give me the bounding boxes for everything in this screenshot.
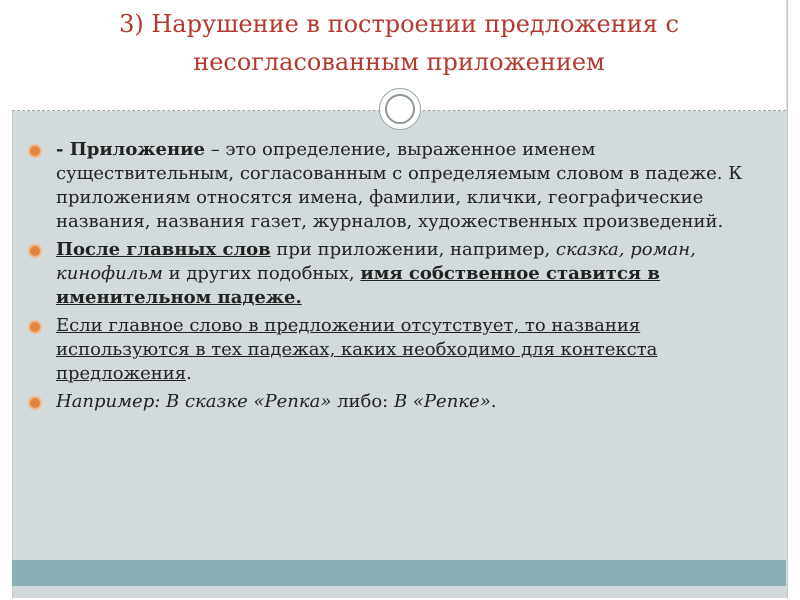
bullet-item-example [30,390,770,414]
slide-title [12,5,786,81]
rule-text-b: и других подобных, [162,263,361,284]
bullet-dot-icon [30,322,40,332]
no-main-word-text: Если главное слово в предложении отсутствует, то названия используются в тех падежах, каких необходимо для контекста предложения [56,315,658,384]
definition-term: - Приложение [56,139,205,160]
rule-text-a: при приложении, например, [270,239,556,260]
no-main-word-end: . [186,363,192,384]
example-italic-a: Например: В сказке «Репка» [56,391,332,412]
slide-title-line-1: 3) Нарушение в построении предложения с [119,10,679,38]
bullet-dot-icon [30,398,40,408]
bullet-item-no-main-word [30,314,770,386]
rule-lead: После главных слов [56,239,271,260]
example-italic-b: В «Репке» [393,391,491,412]
definition-text: – это определение, выраженное именем существительным, согласованным с определяемым словом в падеже. К приложениям относятся имена, фамилии, клички, географические названия, названия газет, журналов, художественных произведений. [56,139,743,232]
example-end: . [490,391,497,412]
inner-ring [385,94,415,124]
bullet-item-after-main-words [30,238,770,310]
rule-examples: сказка, роман, кинофильм [56,239,696,284]
example-plain: либо: [331,391,394,412]
bottom-accent-bar [12,560,786,586]
slide-content [30,138,770,418]
slide-title-line-2: несогласованным приложением [193,48,605,76]
bullet-item-definition [30,138,770,234]
bullet-dot-icon [30,246,40,256]
circle-ring-icon [379,88,421,130]
rule-emphasis: имя собственное ставится в именительном падеже. [56,263,660,308]
bullet-dot-icon [30,146,40,156]
